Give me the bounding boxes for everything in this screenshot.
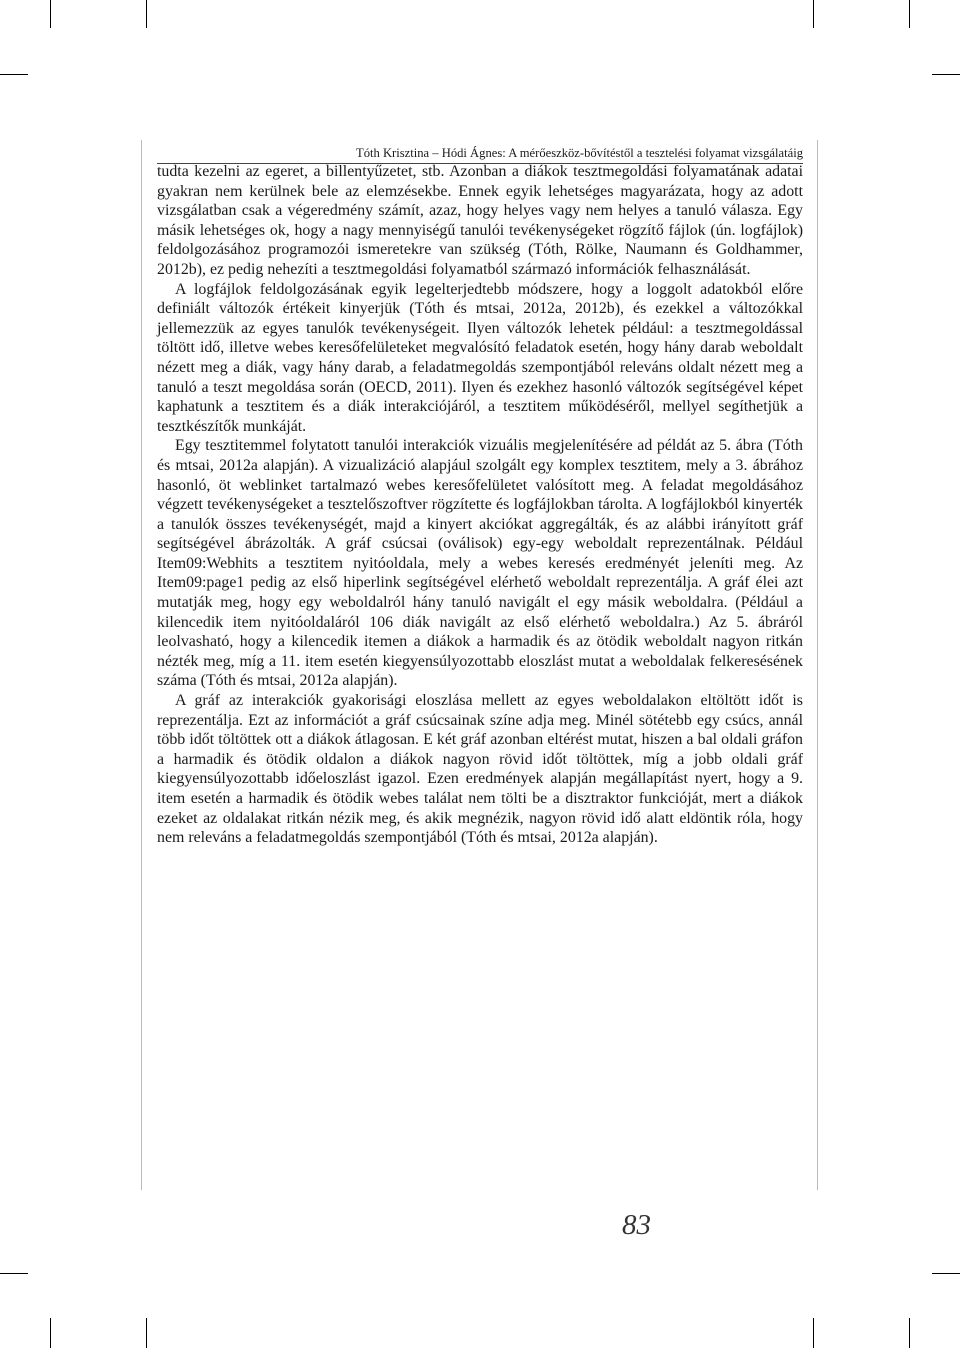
margin-guide bbox=[817, 140, 818, 1190]
crop-mark bbox=[0, 1273, 28, 1274]
crop-mark bbox=[146, 0, 147, 28]
crop-mark bbox=[909, 0, 910, 28]
crop-mark bbox=[932, 1273, 960, 1274]
crop-mark bbox=[0, 74, 28, 75]
margin-guide bbox=[141, 140, 142, 1190]
paragraph: tudta kezelni az egeret, a billentyűzetet, stb. Azonban a diákok tesztmegoldási folyamatának adatai gyakran nem kerülnek bele az elemzésekbe. Ennek egyik lehetséges magyarázata, hogy az adott vizsgálatban csak a végeredmény számít, azaz, hogy helyes vagy nem helyes a tanuló válasza. Egy másik lehetséges ok, hogy a nagy mennyiségű tanulói tevékenységeket rögzítő fájlok (ún. logfájlok) feldolgozásához programozói ismeretekre van szükség (Tóth, Rölke, Naumann és Goldhammer, 2012b), ez pedig nehezíti a tesztmegoldási folyamatból származó információk felhasználását. bbox=[157, 163, 803, 278]
crop-mark bbox=[909, 1318, 910, 1348]
crop-mark bbox=[50, 1318, 51, 1348]
crop-mark bbox=[50, 0, 51, 28]
crop-mark bbox=[146, 1318, 147, 1348]
page-number: 83 bbox=[622, 1209, 651, 1241]
body-text bbox=[157, 162, 803, 848]
running-header: Tóth Krisztina – Hódi Ágnes: A mérőeszköz-bővítéstől a tesztelési folyamat vizsgálatáig bbox=[356, 146, 803, 160]
paragraph: A gráf az interakciók gyakorisági eloszlása mellett az egyes weboldalakon eltöltött időt is reprezentálja. Ezt az információt a gráf csúcsainak színe adja meg. Minél sötétebb egy csúcs, annál több időt töltöttek ott a diákok átlagosan. E két gráf azonban eltérést mutat, hiszen a bal oldali gráfon a harmadik és ötödik oldalon a diákok nagyon rövid időt töltöttek, míg a jobb oldali gráf kiegyensúlyozottabb időeloszlást igazol. Ezen eredmények alapján megállapítást nyert, hogy a 9. item esetén a harmadik és ötödik webes találat nem tölti be a disztraktor funkcióját, mert a diákok ezeket az oldalakat ritkán nézik meg, és akik megnézik, nagyon rövid idő alatt eldöntik róla, hogy nem releváns a feladatmegoldás szempontjából (Tóth és mtsai, 2012a alapján). bbox=[157, 692, 803, 847]
paragraph: Egy tesztitemmel folytatott tanulói interakciók vizuális megjelenítésére ad példát az 5. ábra (Tóth és mtsai, 2012a alapján). A vizualizáció alapjául szolgált egy komplex tesztitem, mely a 3. ábrához hasonló, öt weblinket tartalmazó webes keresőfelületet valósított meg. A feladat megoldásához végzett tevékenységeket a tesztelőszoftver rögzítette és logfájlokban tárolta. A logfájlokból kinyerték a tanulók összes tevékenységét, majd a kinyert akciókat aggregálták, és az alábbi irányított gráf segítségével ábrázolták. A gráf csúcsai (oválisok) egy-egy weboldalt reprezentálnak. Például Item09:Webhits a tesztitem nyitóoldala, mely a webes keresés eredményét jeleníti meg. Az Item09:page1 pedig az első hiperlink segítségével elérhető weboldalt reprezentálja. A gráf élei azt mutatják meg, hogy egy weboldalról hány tanuló navigált el egy másik weboldalra. (Például a kilencedik item nyitóoldaláról 106 diák navigált az első elérhető weboldalra.) Az 5. ábráról leolvasható, hogy a kilencedik itemen a diákok a harmadik és az ötödik weboldalt nagyon ritkán nézték meg, míg a 11. item esetén kiegyensúlyozottabb eloszlást mutat a weboldalak felkeresésének száma (Tóth és mtsai, 2012a alapján). bbox=[157, 437, 803, 690]
crop-mark bbox=[813, 0, 814, 28]
paragraph: A logfájlok feldolgozásának egyik legelterjedtebb módszere, hogy a loggolt adatokból előre definiált változók értékeit kinyerjük (Tóth és mtsai, 2012a, 2012b), és ezekkel a változókkal jellemezzük az egyes tanulók tevékenységeit. Ilyen változók lehetek például: a tesztmegoldással töltött idő, illetve webes keresőfelületeket megvalósító feladatok esetén, hogy hány darab weboldalt nézett meg a diák, vagy hány darab, a feladatmegoldás szempontjából releváns oldalt nézett meg a tanuló a teszt megoldása során (OECD, 2011). Ilyen és ezekhez hasonló változók segítségével képet kaphatunk a tesztitem és a diák interakciójáról, a tesztitem működéséről, mellyel segíthetjük a tesztkészítők munkáját. bbox=[157, 280, 803, 435]
crop-mark bbox=[932, 74, 960, 75]
crop-mark bbox=[813, 1318, 814, 1348]
